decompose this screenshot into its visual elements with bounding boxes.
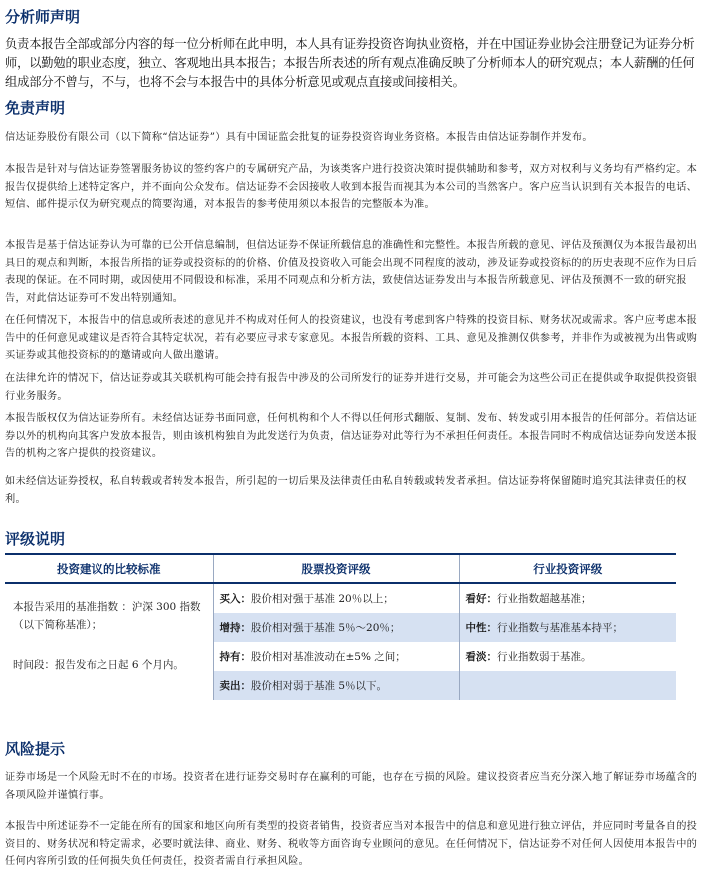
rating-table-header — [5, 555, 676, 583]
stock-rating-cell — [213, 583, 459, 613]
table-row — [5, 583, 676, 613]
stock-rating-desc: 股价相对强于基准 20％以上； — [251, 593, 394, 605]
stock-rating-cell — [213, 642, 459, 671]
disclaimer-paragraph: 如未经信达证券授权，私自转载或者转发本报告，所引起的一切后果及法律责任由私自转载或转发者承担。信达证券将保留随时追究其法律责任的权利。 — [5, 476, 687, 505]
disclaimer-paragraph: 在任何情况下，本报告中的信息或所表述的意见并不构成对任何人的投资建议，也没有考虑到客户特殊的投资目标、财务状况或需求。客户应考虑本报告中的任何意见或建议是否符合其特定状况，若有必要应寻求专家意见。本报告所载的资料、工具、意见及推测仅供参考，并非作为或被视为出售或购买证券或其他投资标的的邀请或向人做出邀请。 — [5, 315, 698, 361]
industry-rating-label: 中性： — [465, 622, 497, 634]
disclaimer-paragraph: 本报告是针对与信达证券签署服务协议的签约客户的专属研究产品，为该类客户进行投资决策时提供辅助和参考，双方对权利与义务均有严格约定。本报告仅提供给上述特定客户，并不面向公众发布。信达证券不会因接收人收到本报告而视其为本公司的当然客户。客户应当认识到有关本报告的电话、短信、邮件提示仅为研究观点的简要沟通，对本报告的参考使用须以本报告的完整版本为准。 — [5, 164, 698, 210]
risk-heading: 风险提示 — [5, 740, 66, 758]
stock-rating-label: 增持： — [219, 622, 251, 634]
stock-rating-cell — [213, 671, 459, 700]
industry-rating-desc: 行业指数弱于基准。 — [497, 651, 592, 663]
disclaimer-paragraph: 本报告版权仅为信达证券所有。未经信达证券书面同意，任何机构和个人不得以任何形式翻版、复制、发布、转发或引用本报告的任何部分。若信达证券以外的机构向其客户发放本报告，则由该机构独自为此发送行为负责，信达证券对此等行为不承担任何责任。本报告同时不构成信达证券向发送本报告的机构之客户提供的投资建议。 — [5, 413, 698, 459]
industry-rating-label: 看淡： — [465, 651, 497, 663]
column-header-benchmark: 投资建议的比较标准 — [5, 555, 213, 583]
benchmark-period-text: 时间段：报告发布之日起 6 个月内。 — [13, 659, 184, 671]
stock-rating-label: 持有： — [219, 651, 251, 663]
disclaimer-heading: 免责声明 — [5, 99, 66, 117]
rating-heading: 评级说明 — [5, 530, 66, 548]
industry-rating-desc: 行业指数超越基准； — [497, 593, 592, 605]
industry-rating-desc: 行业指数与基准基本持平； — [497, 622, 623, 634]
industry-rating-cell — [459, 642, 676, 671]
stock-rating-desc: 股价相对强于基准 5％～20％； — [251, 622, 401, 634]
industry-rating-cell — [459, 583, 676, 613]
stock-rating-label: 买入： — [219, 593, 251, 605]
stock-rating-desc: 股价相对弱于基准 5％以下。 — [251, 680, 388, 692]
risk-paragraph: 证券市场是一个风险无时不在的市场。投资者在进行证券交易时存在赢利的可能，也存在亏损的风险。建议投资者应当充分深入地了解证券市场蕴含的各项风险并谨慎行事。 — [5, 772, 698, 801]
disclaimer-paragraph: 信达证券股份有限公司（以下简称“信达证券”）具有中国证监会批复的证券投资咨询业务资格。本报告由信达证券制作并发布。 — [5, 132, 593, 143]
column-header-stock-rating: 股票投资评级 — [213, 555, 459, 583]
stock-rating-label: 卖出： — [219, 680, 251, 692]
rating-table — [5, 555, 676, 700]
benchmark-cell — [5, 583, 213, 700]
disclaimer-paragraph: 在法律允许的情况下，信达证券或其关联机构可能会持有报告中涉及的公司所发行的证券并进行交易，并可能会为这些公司正在提供或争取提供投资银行业务服务。 — [5, 373, 698, 402]
benchmark-index-text: 本报告采用的基准指数 ：沪深 300 指数（以下简称基准）； — [13, 601, 201, 631]
column-header-industry-rating: 行业投资评级 — [459, 555, 676, 583]
industry-rating-cell — [459, 671, 676, 700]
stock-rating-desc: 股价相对基准波动在±5% 之间； — [251, 651, 406, 663]
analyst-statement-text: 负责本报告全部或部分内容的每一位分析师在此申明，本人具有证券投资咨询执业资格，并在中国证券业协会注册登记为证券分析师，以勤勉的职业态度，独立、客观地出具本报告；本报告所表述的所有观点准确反映了分析师本人的研究观点；本人薪酬的任何组成部分不曾与，不与，也将不会与本报告中的具体分析意见或观点直接或间接相关。 — [5, 37, 695, 89]
industry-rating-cell — [459, 613, 676, 642]
industry-rating-label: 看好： — [465, 593, 497, 605]
disclaimer-paragraph: 本报告是基于信达证券认为可靠的已公开信息编制，但信达证券不保证所载信息的准确性和完整性。本报告所载的意见、评估及预测仅为本报告最初出具日的观点和判断，本报告所指的证券或投资标的的价格、价值及投资收入可能会出现不同程度的波动，涉及证券或投资标的的历史表现不应作为日后表现的保证。在不同时期，或因使用不同假设和标准，采用不同观点和分析方法，致使信达证券发出与本报告所载意见、评估及预测不一致的研究报告，对此信达证券可不发出特别通知。 — [5, 240, 698, 304]
risk-paragraph: 本报告中所述证券不一定能在所有的国家和地区向所有类型的投资者销售，投资者应当对本报告中的信息和意见进行独立评估，并应同时考量各自的投资目的、财务状况和特定需求，必要时就法律、商业、财务、税收等方面咨询专业顾问的意见。在任何情况下，信达证券不对任何人因使用本报告中的任何内容所引致的任何损失负任何责任，投资者需自行承担风险。 — [5, 821, 698, 867]
analyst-statement-heading: 分析师声明 — [5, 8, 81, 26]
stock-rating-cell — [213, 613, 459, 642]
